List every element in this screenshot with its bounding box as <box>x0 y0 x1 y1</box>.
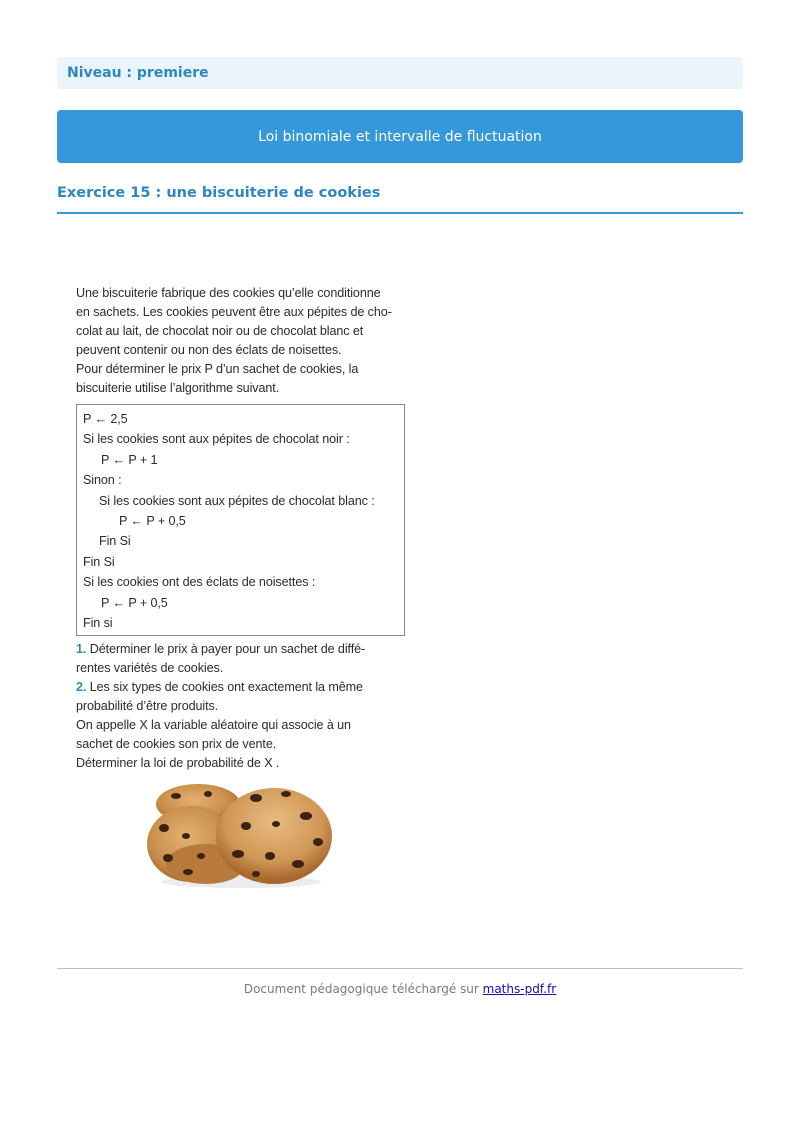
footer <box>57 982 743 996</box>
question-text: On appelle X la variable aléatoire qui associe à un <box>76 718 351 733</box>
question-number: 1. <box>76 642 87 657</box>
intro-line: Pour déterminer le prix P d’un sachet de cookies, la <box>76 362 359 376</box>
footer-text: Document pédagogique téléchargé sur <box>243 982 483 996</box>
question-text: sachet de cookies son prix de vente. <box>76 737 277 752</box>
algorithm-line: Fin si <box>83 616 113 631</box>
intro-line: en sachets. Les cookies peuvent être aux pépites de cho- <box>76 305 392 319</box>
algorithm-line: Si les cookies ont des éclats de noisettes : <box>83 575 316 590</box>
exercise-divider <box>57 212 743 214</box>
question-2 <box>76 678 408 697</box>
footer-divider <box>57 968 743 969</box>
algorithm-line: P ← P + 1 <box>101 452 158 467</box>
algorithm-line: P ← 2,5 <box>83 412 128 426</box>
footer-link[interactable]: maths-pdf.fr <box>482 982 557 996</box>
exercise-title: Exercice 15 : une biscuiterie de cookies <box>57 185 381 201</box>
algorithm-line: Fin Si <box>83 554 115 569</box>
algorithm-line: Sinon : <box>83 473 122 488</box>
question-text: probabilité d’être produits. <box>76 699 219 714</box>
algorithm-line: Si les cookies sont aux pépites de chocolat noir : <box>83 432 350 447</box>
question-text: Déterminer le prix à payer pour un sachet de diffé- <box>89 642 366 657</box>
question-1 <box>76 640 408 659</box>
intro-line: biscuiterie utilise l’algorithme suivant. <box>76 381 280 395</box>
question-text: Les six types de cookies ont exactement la même <box>89 680 363 695</box>
algorithm-line: P ← P + 0,5 <box>119 514 186 529</box>
algorithm-line: Si les cookies sont aux pépites de chocolat blanc : <box>99 493 375 508</box>
algorithm-line: P ← P + 0,5 <box>101 595 168 610</box>
intro-line: colat au lait, de chocolat noir ou de chocolat blanc et <box>76 324 364 338</box>
algorithm-box <box>76 404 405 636</box>
intro-line: Une biscuiterie fabrique des cookies qu’elle conditionne <box>76 286 381 300</box>
exercise-statement <box>76 284 408 773</box>
question-text: rentes variétés de cookies. <box>76 661 224 676</box>
algorithm-line: Fin Si <box>99 534 131 549</box>
intro-line: peuvent contenir ou non des éclats de noisettes. <box>76 343 342 357</box>
chapter-title: Loi binomiale et intervalle de fluctuation <box>57 110 743 163</box>
question-number: 2. <box>76 680 87 695</box>
level-banner: Niveau : premiere <box>57 57 743 89</box>
cookies-illustration <box>146 776 336 888</box>
question-text: Déterminer la loi de probabilité de X . <box>76 756 280 771</box>
